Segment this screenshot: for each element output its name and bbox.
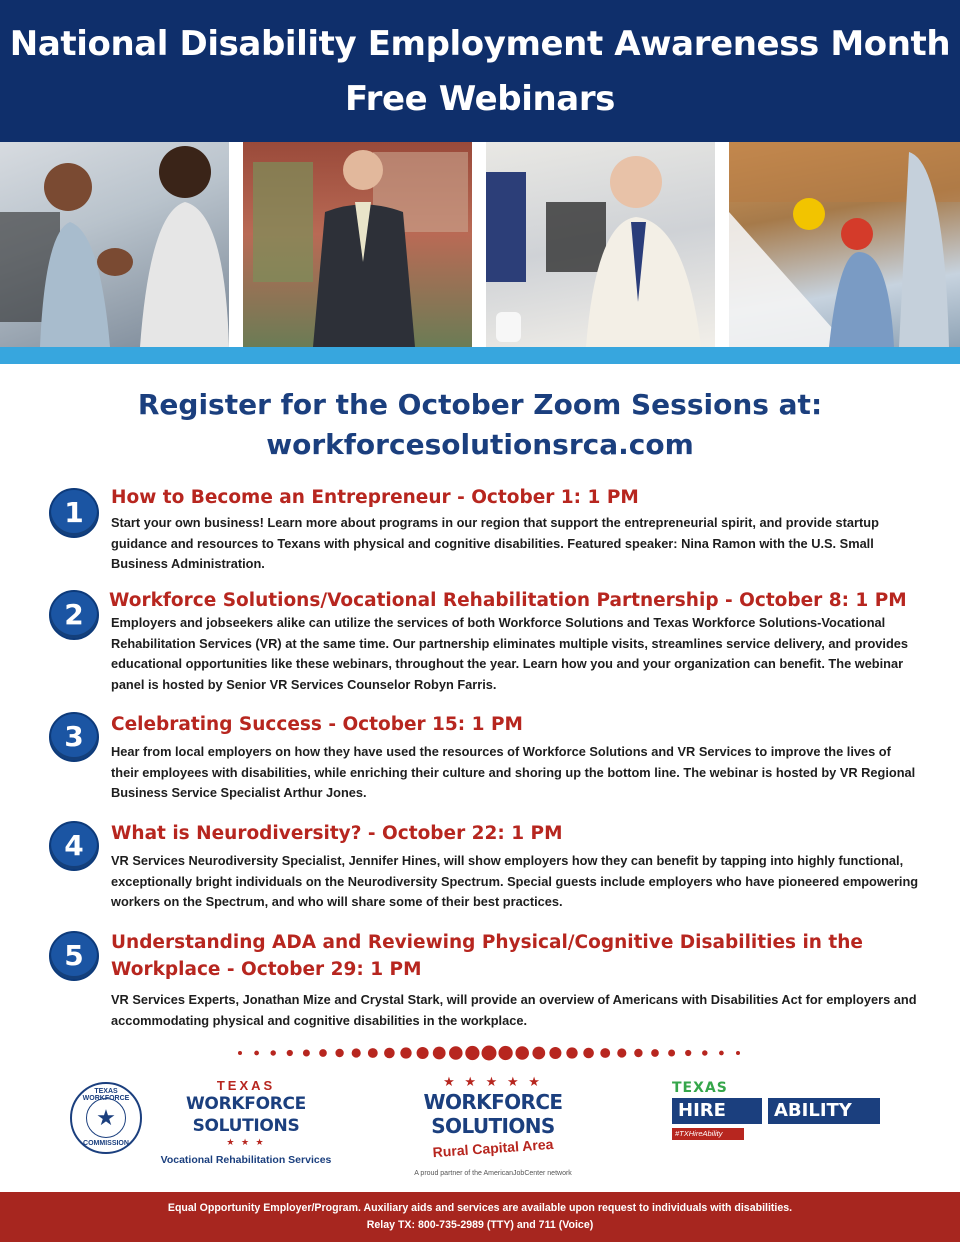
decorative-dot bbox=[319, 1049, 327, 1057]
logo-text: Vocational Rehabilitation Services bbox=[160, 1154, 332, 1166]
number-badge: 1 bbox=[49, 488, 99, 538]
number-badge: 3 bbox=[49, 712, 99, 762]
number-badge: 4 bbox=[49, 821, 99, 871]
register-line: Register for the October Zoom Sessions at: bbox=[137, 388, 823, 421]
number-badge: 5 bbox=[49, 931, 99, 981]
logo-text: TEXAS bbox=[672, 1080, 728, 1096]
decorative-dot bbox=[549, 1047, 561, 1059]
decorative-dot bbox=[566, 1047, 577, 1058]
photo-construction-site bbox=[729, 142, 960, 347]
session-title: Celebrating Success - October 15: 1 PM bbox=[111, 714, 523, 735]
register-heading bbox=[0, 385, 960, 465]
decorative-dot bbox=[685, 1050, 691, 1056]
decorative-dot bbox=[335, 1049, 343, 1057]
header-banner bbox=[0, 0, 960, 142]
session-title: Understanding ADA and Reviewing Physical/Cognitive Disabilities in the bbox=[111, 932, 863, 953]
hashtag-label: #TXHireAbility bbox=[672, 1128, 744, 1140]
session-description: VR Services Neurodiversity Specialist, Jennifer Hines, will show employers how they can benefit by tapping into highly functional, exceptionally bright individuals on the Neurodiversity Spectrum. Special guests include employers who have pioneered empowering workers on the Spectrum, and who will share some of their best practices. bbox=[111, 853, 919, 909]
decorative-dot bbox=[368, 1048, 378, 1058]
session-description: Start your own business! Learn more about programs in our region that support the entrepreneurial spirit, and provide startup guidance and resources to Texans with physical and cognitive disabilities. Featured speaker: Nina Ramon with the U.S. Small Business Administration. bbox=[111, 515, 879, 571]
logo-text: HIRE bbox=[672, 1098, 762, 1124]
partner-note: A proud partner of the AmericanJobCenter network bbox=[414, 1170, 572, 1177]
decorative-dot bbox=[238, 1051, 242, 1055]
decorative-dot bbox=[617, 1048, 626, 1057]
decorative-dot bbox=[465, 1046, 479, 1060]
decorative-dot bbox=[583, 1048, 594, 1059]
logo-text: TEXAS bbox=[216, 1078, 276, 1093]
seal-text-bottom: COMMISSION bbox=[83, 1140, 129, 1147]
decorative-dot bbox=[532, 1047, 545, 1060]
accent-strip bbox=[0, 347, 960, 364]
footer-bar bbox=[0, 1192, 960, 1242]
logo-stars: ★ ★ ★ bbox=[226, 1137, 266, 1147]
decorative-dot bbox=[600, 1048, 610, 1058]
decorative-dot bbox=[498, 1046, 512, 1060]
photo-businessman bbox=[243, 142, 472, 347]
decorative-dot bbox=[482, 1046, 497, 1061]
logo-text: Rural Capital Area bbox=[432, 1135, 554, 1161]
page-subtitle: Free Webinars bbox=[344, 79, 616, 119]
session-title: What is Neurodiversity? - October 22: 1 PM bbox=[111, 823, 563, 844]
photo-office-worker bbox=[486, 142, 715, 347]
session-title-cont: Workplace - October 29: 1 PM bbox=[111, 959, 422, 980]
page-title: National Disability Employment Awareness Month bbox=[9, 24, 951, 64]
photo-sign-language bbox=[0, 142, 229, 347]
seal-text-top: TEXAS WORKFORCE bbox=[82, 1088, 130, 1102]
logo-text: WORKFORCE SOLUTIONS bbox=[423, 1090, 563, 1138]
star-icon: ★ bbox=[86, 1098, 126, 1138]
decorative-dots bbox=[234, 1044, 744, 1062]
decorative-dot bbox=[634, 1049, 642, 1057]
decorative-dot bbox=[287, 1050, 293, 1056]
texas-workforce-solutions-logo bbox=[146, 1078, 346, 1166]
decorative-dot bbox=[400, 1047, 411, 1058]
session-description: Employers and jobseekers alike can utilize the services of both Workforce Solutions and Texas Workforce Solutions-Vocational Rehabilitation Services (VR) at the same time. Our partnership eliminates multiple visits, streamlines service delivery, and provides educational opportunities like these webinars, throughout the year. Learn how you and your organization can benefit. The webinar panel is hosted by Senior VR Services Counselor Robyn Farris. bbox=[111, 615, 909, 692]
session-title: How to Become an Entrepreneur - October 1: 1 PM bbox=[111, 487, 639, 508]
rural-capital-area-logo bbox=[368, 1074, 618, 1177]
twc-seal-logo bbox=[70, 1082, 142, 1154]
decorative-dot bbox=[384, 1048, 395, 1059]
decorative-dot bbox=[352, 1048, 361, 1057]
session-title: Workforce Solutions/Vocational Rehabilitation Partnership - October 8: 1 PM bbox=[109, 590, 907, 611]
decorative-dot bbox=[449, 1046, 463, 1060]
decorative-dot bbox=[736, 1051, 740, 1055]
logo-stars: ★ ★ ★ ★ ★ bbox=[443, 1074, 543, 1089]
decorative-dot bbox=[433, 1047, 446, 1060]
logo-row bbox=[0, 1068, 960, 1192]
decorative-dot bbox=[270, 1050, 275, 1055]
texas-hireability-logo bbox=[672, 1080, 884, 1160]
decorative-dot bbox=[515, 1046, 529, 1060]
register-website[interactable]: workforcesolutionsrca.com bbox=[266, 428, 694, 461]
photo-strip bbox=[0, 142, 960, 347]
decorative-dot bbox=[702, 1050, 707, 1055]
decorative-dot bbox=[719, 1051, 724, 1056]
decorative-dot bbox=[651, 1049, 659, 1057]
decorative-dot bbox=[668, 1050, 675, 1057]
decorative-dot bbox=[303, 1050, 310, 1057]
session-description: Hear from local employers on how they have used the resources of Workforce Solutions and VR Services to improve the lives of their employees with disabilities, while enriching their culture and shoring up the bottom line. The webinar is hosted by VR Regional Business Service Specialist Arthur Jones. bbox=[111, 744, 916, 800]
logo-text: WORKFORCE SOLUTIONS bbox=[185, 1094, 306, 1136]
logo-text: ABILITY bbox=[768, 1098, 880, 1124]
decorative-dot bbox=[417, 1047, 429, 1059]
footer-relay: Relay TX: 800-735-2989 (TTY) and 711 (Voice) bbox=[366, 1219, 594, 1231]
decorative-dot bbox=[254, 1051, 259, 1056]
session-description: VR Services Experts, Jonathan Mize and Crystal Stark, will provide an overview of Americans with Disabilities Act for employers and accommodating physical and cognitive disabilities in the workplace. bbox=[111, 992, 917, 1028]
footer-line: Equal Opportunity Employer/Program. Auxiliary aids and services are available upon request to individuals with disabilities. bbox=[167, 1202, 793, 1214]
number-badge: 2 bbox=[49, 590, 99, 640]
